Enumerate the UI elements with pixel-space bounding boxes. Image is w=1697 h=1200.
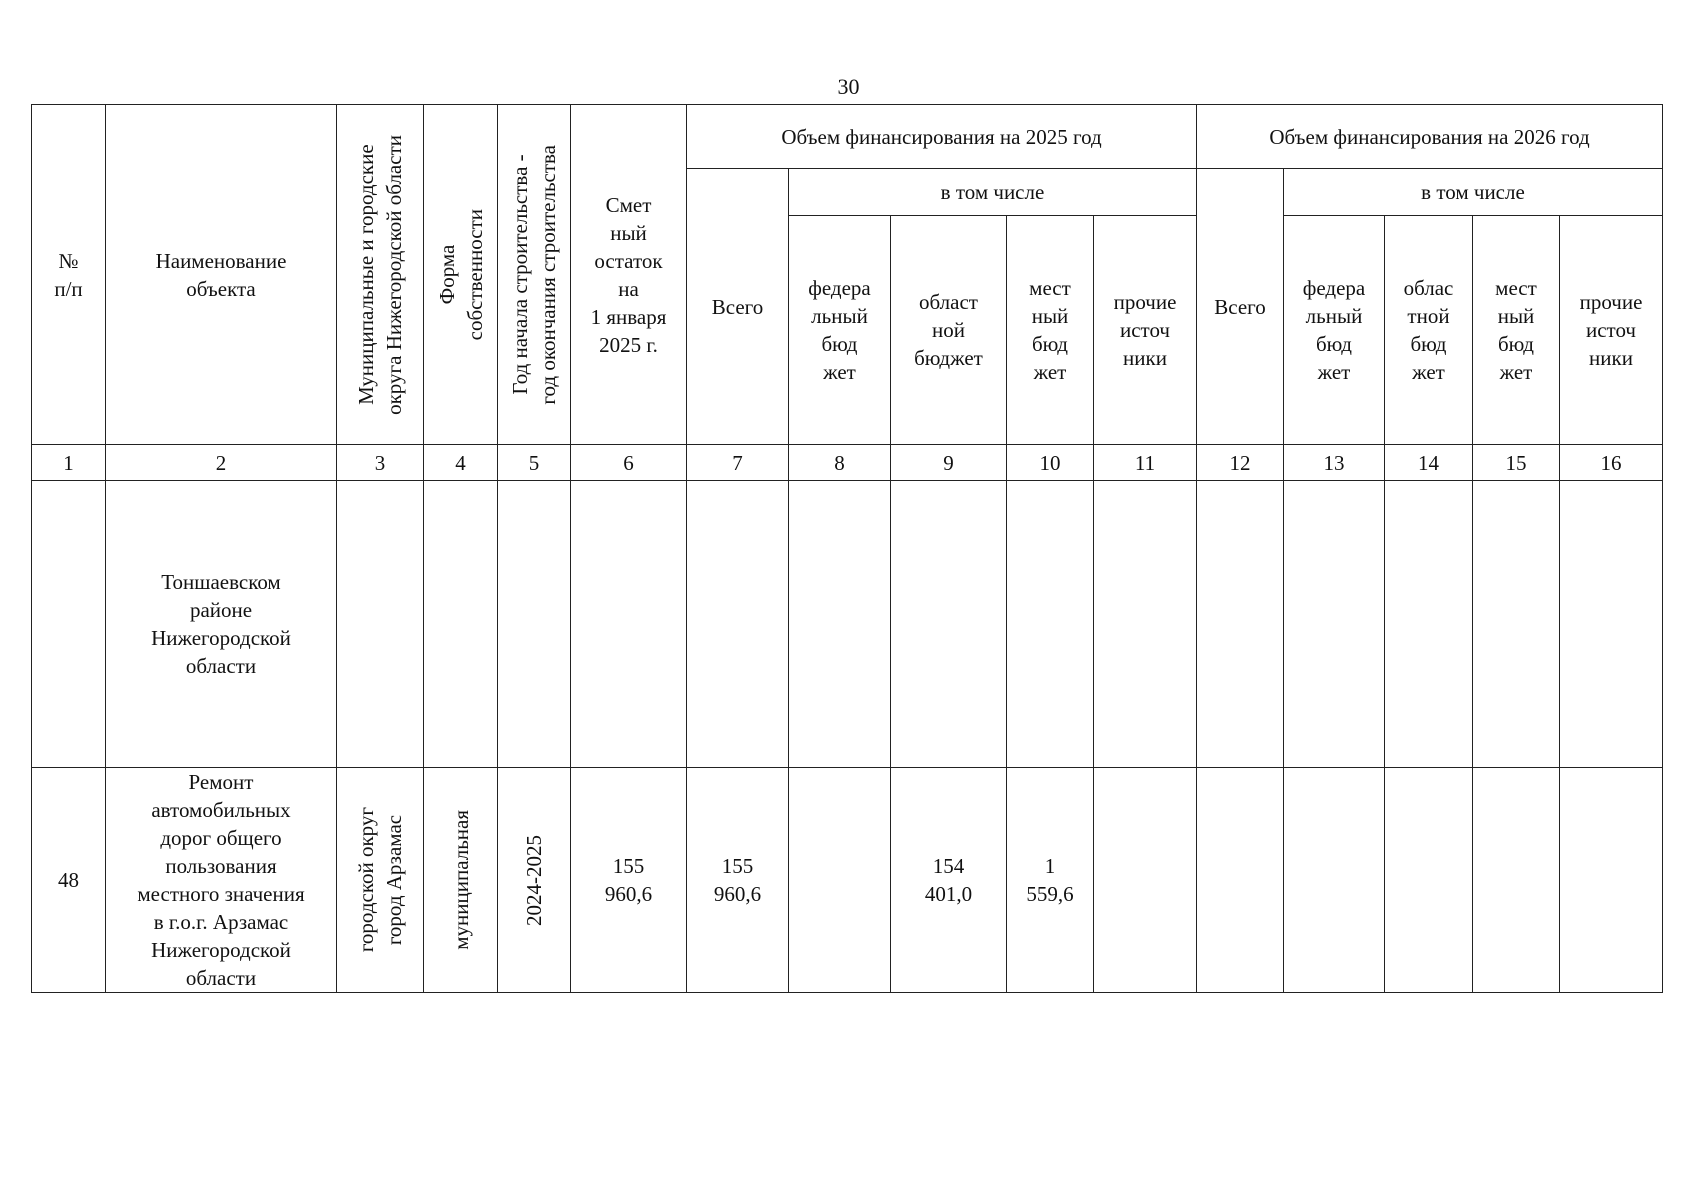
row-regional-2025: 154 401,0 (891, 768, 1007, 993)
row-years (498, 768, 571, 993)
row-value (1094, 481, 1197, 768)
page-number: 30 (837, 74, 860, 99)
header-num: № п/п (32, 105, 106, 445)
row-regional-2026 (1385, 768, 1473, 993)
row-municipality (337, 481, 424, 768)
header-municipality-text: Муниципальные и городские округа Нижегородской области (354, 134, 406, 415)
col-number: 10 (1007, 445, 1094, 481)
row-other-2026 (1560, 768, 1663, 993)
row-local-2025: 1 559,6 (1007, 768, 1094, 993)
row-ownership (424, 481, 498, 768)
col-number: 8 (789, 445, 891, 481)
row-value (1560, 481, 1663, 768)
header-row-1 (32, 105, 1663, 169)
row-ownership (424, 768, 498, 993)
row-value (891, 481, 1007, 768)
col-number: 1 (32, 445, 106, 481)
col-number: 16 (1560, 445, 1663, 481)
row-municipality (337, 768, 424, 993)
row-num (32, 481, 106, 768)
row-federal-2026 (1284, 768, 1385, 993)
row-other-2025 (1094, 768, 1197, 993)
header-regional-2025: област ной бюджет (891, 216, 1007, 445)
col-number: 12 (1197, 445, 1284, 481)
header-municipality (337, 105, 424, 445)
header-total-2025: Всего (687, 169, 789, 445)
header-ownership-text: Форма собственности (434, 208, 487, 341)
table-row (32, 481, 1663, 768)
header-federal-2025: федера льный бюд жет (789, 216, 891, 445)
col-number: 7 (687, 445, 789, 481)
header-including-2026: в том числе (1284, 169, 1663, 216)
header-other-2026: прочие источ ники (1560, 216, 1663, 445)
col-number: 5 (498, 445, 571, 481)
row-value (1473, 481, 1560, 768)
row-value (571, 481, 687, 768)
row-value (789, 481, 891, 768)
col-number: 15 (1473, 445, 1560, 481)
row-years (498, 481, 571, 768)
col-number: 3 (337, 445, 424, 481)
col-number: 4 (424, 445, 498, 481)
financing-table (31, 104, 1663, 993)
header-other-2025: прочие источ ники (1094, 216, 1197, 445)
header-total-2026: Всего (1197, 169, 1284, 445)
header-including-2025: в том числе (789, 169, 1197, 216)
header-years (498, 105, 571, 445)
col-number: 9 (891, 445, 1007, 481)
row-federal-2025 (789, 768, 891, 993)
header-local-2025: мест ный бюд жет (1007, 216, 1094, 445)
row-num: 48 (32, 768, 106, 993)
row-object-name: Ремонт автомобильных дорог общего пользования местного значения в г.о.г. Арзамас Нижегородской области (106, 768, 337, 993)
col-number: 13 (1284, 445, 1385, 481)
row-total-2025: 155 960,6 (687, 768, 789, 993)
row-object-name: Тоншаевском районе Нижегородской области (106, 481, 337, 768)
row-value (687, 481, 789, 768)
header-federal-2026: федера льный бюд жет (1284, 216, 1385, 445)
header-name: Наименование объекта (106, 105, 337, 445)
row-ownership-text: муниципальная (448, 810, 473, 950)
row-value (1197, 481, 1284, 768)
header-fin-2026: Объем финансирования на 2026 год (1197, 105, 1663, 169)
row-total-2026 (1197, 768, 1284, 993)
row-estimated-remainder: 155 960,6 (571, 768, 687, 993)
col-number: 14 (1385, 445, 1473, 481)
row-years-text: 2024-2025 (522, 834, 546, 926)
row-municipality-text: городской округ город Арзамас (354, 807, 406, 953)
header-regional-2026: облас тной бюд жет (1385, 216, 1473, 445)
header-fin-2025: Объем финансирования на 2025 год (687, 105, 1197, 169)
header-ownership (424, 105, 498, 445)
header-years-text: Год начала строительства - год окончания строительства (508, 144, 560, 405)
header-local-2026: мест ный бюд жет (1473, 216, 1560, 445)
row-value (1007, 481, 1094, 768)
col-number: 2 (106, 445, 337, 481)
row-local-2026 (1473, 768, 1560, 993)
row-value (1385, 481, 1473, 768)
col-number: 6 (571, 445, 687, 481)
column-number-row (32, 445, 1663, 481)
header-remainder: Смет ный остаток на 1 января 2025 г. (571, 105, 687, 445)
col-number: 11 (1094, 445, 1197, 481)
row-value (1284, 481, 1385, 768)
table-row (32, 768, 1663, 993)
